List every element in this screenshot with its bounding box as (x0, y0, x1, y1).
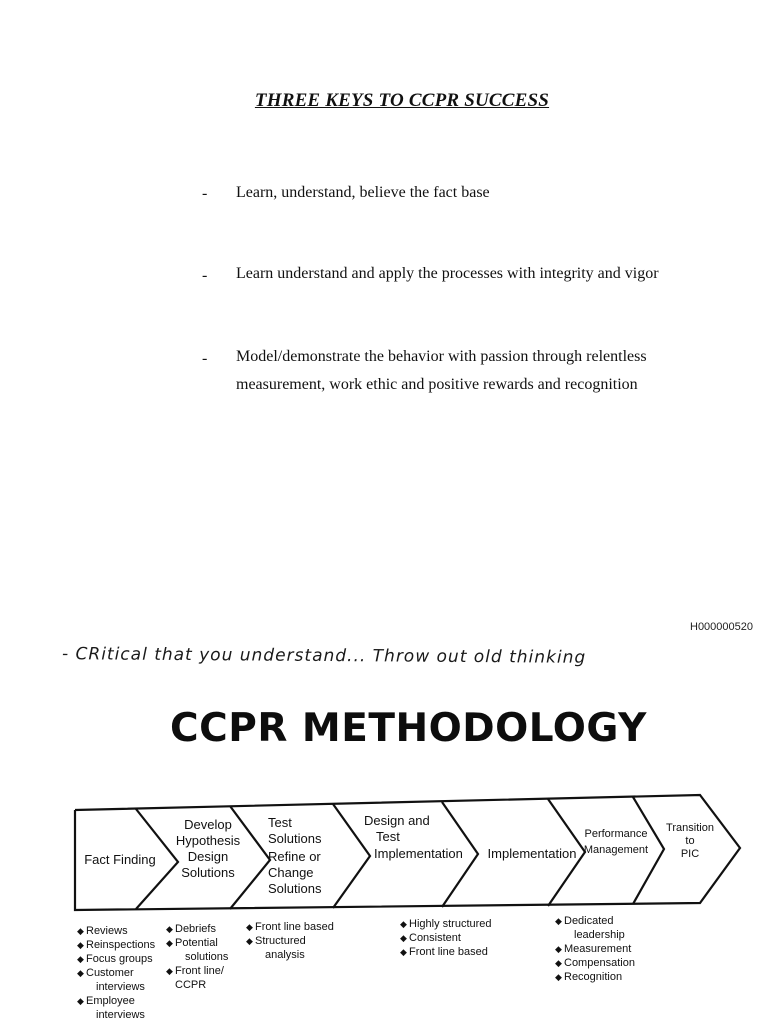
stage-label-line: Design (187, 849, 229, 864)
stage-label-line: Implementation (374, 846, 463, 861)
stage-implementation (482, 846, 582, 862)
test-solutions-activities (246, 920, 334, 962)
list-item-text: Highly structured (409, 918, 492, 930)
diamond-bullet-icon: ◆ (555, 944, 562, 954)
stage-label-line: Performance (584, 828, 648, 840)
list-item (77, 938, 155, 952)
list-item-text: Dedicated (564, 915, 614, 927)
stage-label-line: Test (268, 815, 292, 830)
list-item-continuation: interviews (96, 981, 145, 993)
list-item-text: Consistent (409, 932, 461, 944)
stage-label-line: Management (583, 844, 649, 856)
stage-transition-to-pic (660, 822, 720, 861)
list-item-text: Reviews (86, 925, 128, 937)
performance-management-activities (555, 914, 635, 984)
list-item (77, 994, 155, 1022)
handwritten-note: - CRitical that you understand... Throw out old thinking (61, 644, 587, 668)
stage-label-line: Refine or (268, 849, 321, 864)
list-item (166, 922, 228, 936)
design-test-implementation-activities (400, 917, 492, 959)
diamond-bullet-icon: ◆ (77, 940, 84, 950)
diamond-bullet-icon: ◆ (246, 936, 253, 946)
list-item (166, 936, 228, 964)
list-item-text: Potential (175, 937, 218, 949)
list-item-text: Front line based (409, 946, 488, 958)
list-item (77, 966, 155, 994)
diamond-bullet-icon: ◆ (555, 972, 562, 982)
stage-label-line: Test (376, 829, 400, 844)
list-item (555, 956, 635, 970)
stage-label-line: Change (268, 865, 314, 880)
list-item-text: Reinspections (86, 939, 156, 951)
list-item (555, 914, 635, 942)
stage-label-line: PIC (680, 848, 700, 860)
diamond-bullet-icon: ◆ (166, 924, 173, 934)
list-item (246, 934, 334, 962)
stage-label-line: Solutions (181, 865, 235, 880)
stage-label-line: Fact Finding (84, 852, 156, 867)
list-item (555, 970, 635, 984)
list-item-text: Measurement (564, 943, 632, 955)
list-item-continuation: CCPR (175, 979, 207, 991)
stage-fact-finding (80, 852, 160, 868)
diamond-bullet-icon: ◆ (555, 958, 562, 968)
stage-label-line: Develop (184, 817, 232, 832)
bullet-dash: - (202, 350, 208, 367)
diamond-bullet-icon: ◆ (77, 926, 84, 936)
list-item (77, 924, 155, 938)
page-title: THREE KEYS TO CCPR SUCCESS (254, 90, 550, 111)
list-item-text: Front line/ (175, 965, 224, 977)
list-item-continuation: interviews (96, 1009, 145, 1021)
bullet-text: Model/demonstrate the behavior with passion through relentless (236, 348, 647, 365)
diamond-bullet-icon: ◆ (555, 916, 562, 926)
list-item (400, 917, 492, 931)
list-item (400, 945, 492, 959)
stage-label-line: Solutions (268, 831, 322, 846)
bullet-dash: - (202, 267, 208, 284)
document-id: H000000520 (690, 621, 754, 633)
diamond-bullet-icon: ◆ (166, 966, 173, 976)
fact-finding-activities (77, 924, 155, 1022)
list-item (555, 942, 635, 956)
diamond-bullet-icon: ◆ (400, 947, 407, 957)
stage-label-line: Transition (666, 822, 714, 834)
list-item-continuation: leadership (574, 929, 625, 941)
diamond-bullet-icon: ◆ (400, 933, 407, 943)
stage-label-line: Hypothesis (175, 833, 241, 848)
list-item-text: Customer (86, 967, 134, 979)
develop-hypothesis-activities (166, 922, 228, 992)
stage-test-solutions (268, 815, 334, 897)
list-item (77, 952, 155, 966)
bullet-text: measurement, work ethic and positive rewards and recognition (236, 376, 638, 393)
stage-label-line: Design and (364, 813, 430, 828)
diamond-bullet-icon: ◆ (400, 919, 407, 929)
stage-design-test-implementation (364, 813, 474, 862)
list-item-text: Employee (86, 995, 135, 1007)
methodology-title: CCPR METHODOLOGY (170, 706, 647, 751)
stage-performance-management (578, 826, 654, 858)
diamond-bullet-icon: ◆ (77, 996, 84, 1006)
list-item-continuation: analysis (265, 949, 305, 961)
list-item (400, 931, 492, 945)
list-item (166, 964, 228, 992)
list-item-continuation: solutions (185, 951, 229, 963)
diamond-bullet-icon: ◆ (77, 954, 84, 964)
stage-develop-hypothesis (165, 817, 251, 881)
diamond-bullet-icon: ◆ (77, 968, 84, 978)
diamond-bullet-icon: ◆ (166, 938, 173, 948)
list-item-text: Recognition (564, 971, 623, 983)
list-item-text: Front line based (255, 921, 334, 933)
stage-label-line: Implementation (487, 846, 577, 861)
stage-label-line: Solutions (268, 881, 322, 896)
list-item-text: Structured (255, 935, 306, 947)
list-item-text: Debriefs (175, 923, 216, 935)
stage-label-line: to (685, 835, 695, 847)
diamond-bullet-icon: ◆ (246, 922, 253, 932)
list-item-text: Focus groups (86, 953, 153, 965)
bullet-dash: - (202, 185, 208, 202)
list-item (246, 920, 334, 934)
bullet-text: Learn understand and apply the processes with integrity and vigor (236, 265, 659, 282)
list-item-text: Compensation (564, 957, 635, 969)
bullet-text: Learn, understand, believe the fact base (236, 184, 490, 201)
